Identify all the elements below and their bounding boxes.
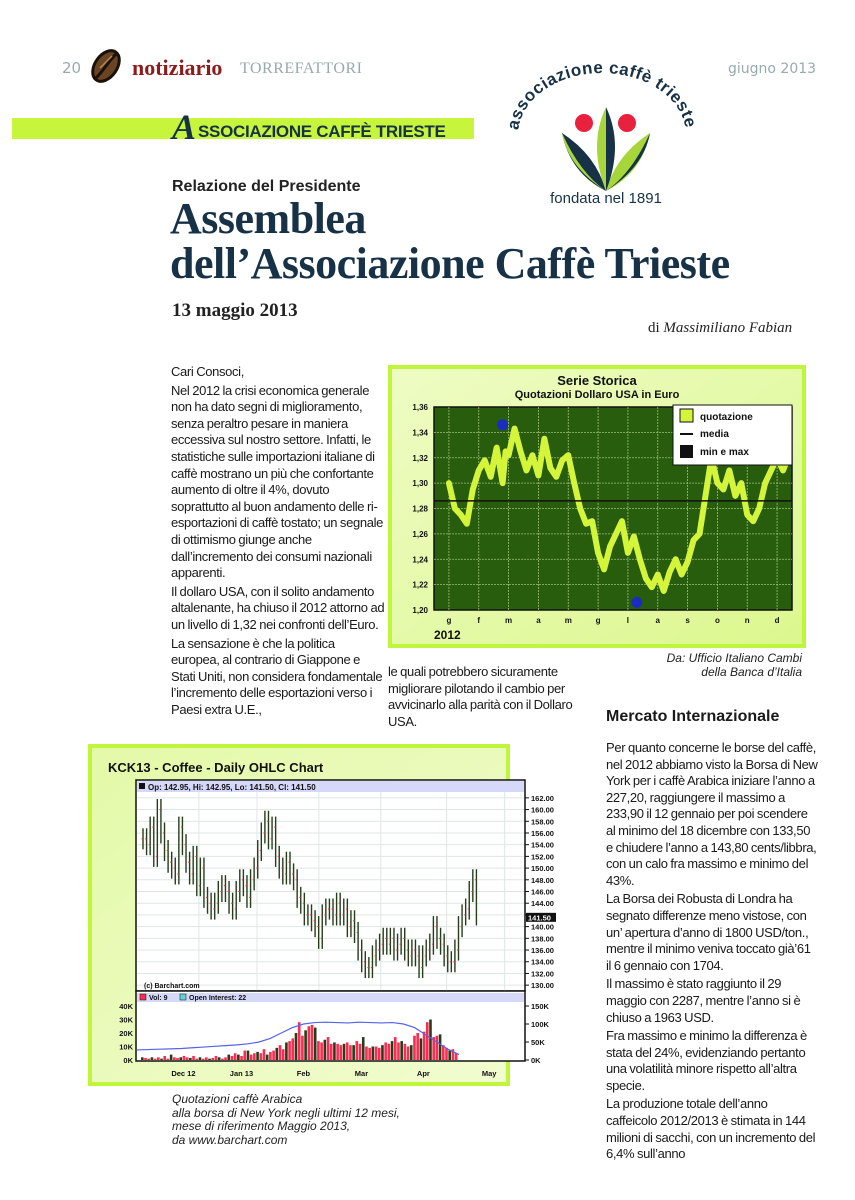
volume-bar — [282, 1049, 285, 1060]
chart1-ytick-label: 1,30 — [412, 479, 428, 489]
price-tick-label: 132.00 — [531, 969, 554, 979]
volume-bar — [445, 1048, 448, 1060]
volume-bar — [346, 1042, 349, 1060]
chart1-ytick-label: 1,34 — [412, 428, 428, 438]
coffee-ohlc-chart — [88, 744, 554, 1086]
volume-bar — [301, 1036, 304, 1060]
vol-swatch — [140, 994, 146, 1000]
price-tick-label: 150.00 — [531, 864, 554, 874]
price-tick-label: 152.00 — [531, 852, 554, 862]
section-title — [172, 107, 446, 147]
volume-bar — [263, 1049, 266, 1060]
volume-bar — [308, 1026, 311, 1060]
volume-bar — [330, 1044, 333, 1060]
body-column-1 — [171, 364, 385, 720]
chart2-credit: (c) Barchart.com — [144, 983, 200, 990]
volume-bar — [224, 1057, 227, 1060]
info-line: Op: 142.95, Hi: 142.95, Lo: 141.50, Cl: 141.50 — [148, 783, 316, 792]
volume-bar — [381, 1045, 384, 1060]
volume-bar — [179, 1057, 182, 1060]
paragraph: Il dollaro USA, con il solito andamento altalenante, ha chiuso il 2012 attorno ad un livello di 1,32 nei confronti dell’Euro. — [171, 583, 385, 632]
association-logo — [500, 55, 700, 205]
volume-bar — [333, 1042, 336, 1060]
page-number: 20 — [62, 59, 82, 77]
volume-bar — [167, 1059, 170, 1060]
volume-bar — [243, 1051, 246, 1060]
volume-bar — [183, 1056, 186, 1060]
volume-bar — [448, 1051, 451, 1060]
volume-bar — [256, 1052, 259, 1060]
volume-bar — [192, 1056, 195, 1060]
body-column-2 — [388, 664, 602, 732]
price-tick-label: 158.00 — [531, 817, 554, 827]
legend-label-quotazione: quotazione — [700, 412, 753, 423]
price-tick-label: 134.00 — [531, 957, 554, 967]
chart1-ytick-label: 1,26 — [412, 529, 428, 539]
volume-bar — [359, 1044, 362, 1060]
volume-bar — [215, 1056, 218, 1060]
volume-bar — [144, 1058, 147, 1060]
volume-bar — [407, 1047, 410, 1061]
volume-bar — [288, 1041, 291, 1060]
chart1-xtick-label: a — [655, 616, 660, 625]
section-title-text: SSOCIAZIONE CAFFÈ TRIESTE — [198, 122, 446, 141]
section-heading: Mercato Internazionale — [606, 708, 780, 725]
volume-bar — [266, 1055, 269, 1060]
legend-swatch-quotazione — [680, 409, 693, 422]
volume-bar — [343, 1044, 346, 1060]
volume-bar — [311, 1025, 314, 1060]
volume-bar — [413, 1036, 416, 1060]
chart1-ytick-label: 1,22 — [412, 580, 428, 590]
volume-bar — [141, 1057, 144, 1060]
volume-bar — [218, 1057, 221, 1060]
chart1-ytick-label: 1,28 — [412, 504, 428, 514]
volume-bar — [154, 1059, 157, 1060]
chart1-xtick-label: o — [714, 616, 720, 625]
volume-bar — [202, 1059, 205, 1060]
body-column-3 — [606, 740, 818, 1165]
chart1-xtick-label: l — [626, 616, 630, 625]
chart1-xtick-label: m — [505, 616, 513, 625]
logo-founded: fondata nel 1891 — [550, 190, 662, 205]
chart1-ytick-label: 1,24 — [412, 555, 428, 565]
volume-left-tick-label: 20K — [119, 1029, 133, 1038]
chart1-xtick-label: f — [477, 616, 481, 625]
price-tick-label: 140.00 — [531, 922, 554, 932]
chart1-ytick-label: 1,36 — [412, 403, 428, 412]
volume-bar — [400, 1041, 403, 1060]
volume-bar — [394, 1037, 397, 1060]
paragraph: Per quanto concerne le borse del caffè, nel 2012 abbiamo visto la Borsa di New York per i caffè Arabica iniziare l’anno a 227,20, raggiungere il massimo a 233,90 il 12 gennaio per poi scendere al minimo del 18 dicembre con 133,50 e chiudere l’anno a 143,80 cents/libbra, con un calo fra massimo e minimo del 43%. — [606, 740, 818, 888]
paragraph: La Borsa dei Robusta di Londra ha segnato differenze meno vistose, con un’ apertura d’anno di 1800 USD/ton., mentre il minimo veniva toccato già’61 il 6 gennaio con 1704. — [606, 891, 811, 973]
paragraph: Fra massimo e minimo la differenza è stata del 24%, evidenziando pertanto una volatilità minore rispetto all’altra specie. — [606, 1028, 807, 1093]
volume-bar — [378, 1048, 381, 1060]
article-title — [170, 196, 730, 286]
logo-berry-right — [618, 114, 636, 132]
volume-bar — [291, 1038, 294, 1060]
chart1-xtick-label: d — [774, 616, 780, 625]
volume-bar — [199, 1057, 202, 1060]
info-bar-square-icon — [139, 783, 145, 789]
volume-bar — [211, 1058, 214, 1060]
date-tick-label: Dec 12 — [171, 1069, 196, 1078]
volume-bar — [253, 1053, 256, 1060]
volume-bar — [247, 1051, 250, 1060]
volume-right-tick-label: 150K — [531, 1002, 549, 1011]
volume-bar — [234, 1053, 237, 1060]
section-initial: A — [172, 107, 197, 147]
price-tick-label: 144.00 — [531, 899, 554, 909]
volume-bar — [416, 1033, 419, 1060]
chart2-caption — [172, 1093, 400, 1147]
date-tick-label: Feb — [296, 1069, 311, 1078]
volume-bar — [320, 1042, 323, 1060]
volume-bar — [259, 1053, 262, 1060]
chart1-ytick-label: 1,32 — [412, 453, 428, 463]
chart1-xtick-label: g — [595, 616, 601, 625]
volume-bar — [208, 1059, 211, 1060]
volume-bar — [426, 1022, 429, 1060]
volume-bar — [384, 1042, 387, 1060]
volume-bar — [275, 1048, 278, 1060]
volume-bar — [420, 1038, 423, 1060]
volume-bar — [410, 1045, 413, 1060]
volume-bar — [157, 1057, 160, 1060]
volume-bar — [240, 1056, 243, 1060]
chart1-xtick-label: g — [446, 616, 452, 625]
article-kicker: Relazione del Presidente — [172, 178, 361, 195]
volume-bar — [295, 1033, 298, 1060]
volume-left-tick-label: 0K — [123, 1056, 133, 1065]
volume-bar — [314, 1028, 317, 1060]
volume-bar — [336, 1044, 339, 1060]
chart1-subtitle: Quotazioni Dollaro USA in Euro — [514, 389, 680, 401]
volume-bar — [362, 1037, 365, 1060]
volume-bar — [151, 1057, 154, 1060]
chart1-legend — [673, 405, 792, 465]
volume-bar — [365, 1047, 368, 1061]
volume-bar — [429, 1020, 432, 1061]
price-tick-label: 136.00 — [531, 946, 554, 956]
title-line-2: dell’Associazione Caffè Trieste — [170, 239, 730, 288]
volume-bar — [147, 1059, 150, 1060]
author-name: Massimiliano Fabian — [663, 320, 793, 336]
volume-bar — [368, 1048, 371, 1060]
legend-label-minmax: min e max — [700, 447, 749, 458]
volume-bar — [163, 1056, 166, 1060]
paragraph: La sensazione è che la politica europea, al contrario di Giappone e Stati Uniti, non considera fondamentale l’incremento delle esportazioni verso i Paesi extra U.E., — [171, 635, 383, 717]
byline-prefix: di — [648, 320, 660, 336]
volume-left-tick-label: 30K — [119, 1015, 133, 1025]
masthead-primary: notiziario — [132, 55, 223, 80]
masthead-secondary: TORREFATTORI — [240, 60, 363, 77]
volume-bar — [176, 1058, 179, 1060]
byline — [648, 320, 792, 337]
volume-bar — [195, 1059, 198, 1060]
volume-left-tick-label: 40K — [119, 1002, 133, 1011]
volume-bar — [279, 1045, 282, 1060]
exchange-rate-chart — [388, 365, 806, 648]
chart2-title: KCK13 - Coffee - Daily OHLC Chart — [108, 760, 324, 775]
chart1-xtick-label: m — [564, 616, 572, 625]
caption-line: alla borsa di New York negli ultimi 12 mesi, — [172, 1105, 400, 1120]
chart1-ytick-label: 1,20 — [412, 606, 428, 615]
chart1-title: Serie Storica — [557, 373, 637, 388]
price-tick-label: 130.00 — [531, 981, 554, 991]
volume-bar — [189, 1058, 192, 1060]
last-price-label: 141.50 — [528, 913, 551, 923]
volume-left-tick-label: 10K — [119, 1042, 133, 1052]
date-tick-label: May — [481, 1069, 497, 1078]
volume-bar — [397, 1042, 400, 1060]
volume-bar — [269, 1052, 272, 1060]
caption-line: mese di riferimento Maggio 2013, — [172, 1119, 351, 1133]
oi-swatch — [180, 994, 186, 1000]
volume-bar — [340, 1045, 343, 1060]
volume-bar — [285, 1042, 288, 1060]
price-tick-label: 154.00 — [531, 840, 554, 850]
minmax-marker — [497, 419, 508, 430]
issue-date: giugno 2013 — [728, 61, 817, 77]
volume-bar — [372, 1047, 375, 1061]
chart1-xtick-label: a — [536, 616, 541, 625]
chart1-xtick-label: n — [744, 616, 750, 625]
minmax-marker — [631, 597, 642, 608]
paragraph: La produzione totale dell’anno caffeicolo 2012/2013 è stimata in 144 milioni di sacchi, con un incremento del 6,4% sull’anno — [606, 1096, 816, 1162]
volume-bar — [423, 1032, 426, 1060]
caption-line: Quotazioni caffè Arabica — [172, 1092, 303, 1106]
date-tick-label: Mar — [354, 1069, 369, 1078]
price-tick-label: 146.00 — [531, 887, 554, 897]
chart1-xtick-label: s — [685, 616, 690, 625]
volume-bar — [375, 1047, 378, 1061]
volume-bar — [352, 1045, 355, 1060]
chart1-xlabel: 2012 — [434, 628, 461, 642]
legend-swatch-minmax — [680, 445, 693, 458]
date-tick-label: Apr — [416, 1069, 430, 1078]
volume-bar — [298, 1022, 301, 1060]
volume-bar — [227, 1055, 230, 1060]
volume-bar — [205, 1057, 208, 1060]
logo-arc-text: associazione caffè trieste — [503, 57, 700, 132]
volume-bar — [237, 1055, 240, 1060]
volume-bar — [388, 1044, 391, 1060]
volume-bar — [231, 1056, 234, 1060]
volume-bar — [304, 1030, 307, 1060]
volume-bar — [186, 1057, 189, 1060]
article-date: 13 maggio 2013 — [172, 300, 298, 321]
caption-line: da www.barchart.com — [172, 1132, 288, 1147]
paragraph: Il massimo è stato raggiunto il 29 maggio con 2287, mentre l’anno si è chiuso a 1963 USD. — [606, 976, 801, 1025]
price-tick-label: 162.00 — [531, 793, 554, 803]
volume-bar — [173, 1057, 176, 1060]
paragraph: Nel 2012 la crisi economica generale non ha dato segni di miglioramento, senza peraltro pesare in maniera eccessiva sul nostro settore. Infatti, le statistiche sulle importazioni italiane di caffè mostrano un più che confortante aumento di oltre il 4%, dovuto soprattutto al buon andamento delle ri-esportazioni di caffè tostato; un segnale di ottimismo giunge anche dall’incremento dei consumi nazionali apparenti. — [171, 382, 384, 581]
paragraph: Cari Consoci, — [171, 364, 244, 379]
source-line-2: della Banca d’Italia — [701, 665, 802, 679]
price-tick-label: 160.00 — [531, 805, 554, 815]
logo-berry-left — [575, 114, 593, 132]
legend-label-media: media — [700, 429, 729, 440]
volume-bar — [404, 1044, 407, 1060]
volume-bar — [221, 1059, 224, 1060]
chart1-source — [610, 651, 802, 679]
price-tick-label: 148.00 — [531, 875, 554, 885]
volume-bar — [272, 1051, 275, 1060]
price-panel — [136, 780, 525, 991]
price-tick-label: 156.00 — [531, 828, 554, 838]
volume-right-tick-label: 50K — [531, 1038, 545, 1047]
oi-label: Open Interest: 22 — [189, 995, 247, 1002]
date-tick-label: Jan 13 — [229, 1069, 254, 1078]
volume-bar — [327, 1037, 330, 1060]
volume-right-tick-label: 100K — [531, 1020, 549, 1029]
paragraph: le quali potrebbero sicuramente migliorare pilotando il cambio per avvicinarlo alla parità con il Dollaro USA. — [388, 664, 573, 729]
title-line-1: Assemblea — [170, 194, 366, 243]
volume-bar — [160, 1059, 163, 1060]
volume-bar — [356, 1041, 359, 1060]
volume-bar — [250, 1055, 253, 1060]
volume-bar — [317, 1041, 320, 1060]
coffee-bean-icon — [88, 48, 124, 84]
volume-bar — [436, 1036, 439, 1060]
volume-right-tick-label: 0K — [531, 1056, 541, 1065]
volume-bar — [439, 1034, 442, 1060]
source-line-1: Da: Ufficio Italiano Cambi — [666, 651, 802, 665]
volume-bar — [324, 1040, 327, 1060]
volume-bar — [391, 1041, 394, 1060]
vol-label: Vol: 9 — [149, 995, 168, 1002]
price-tick-label: 138.00 — [531, 934, 554, 944]
volume-bar — [349, 1045, 352, 1060]
volume-bar — [170, 1055, 173, 1060]
